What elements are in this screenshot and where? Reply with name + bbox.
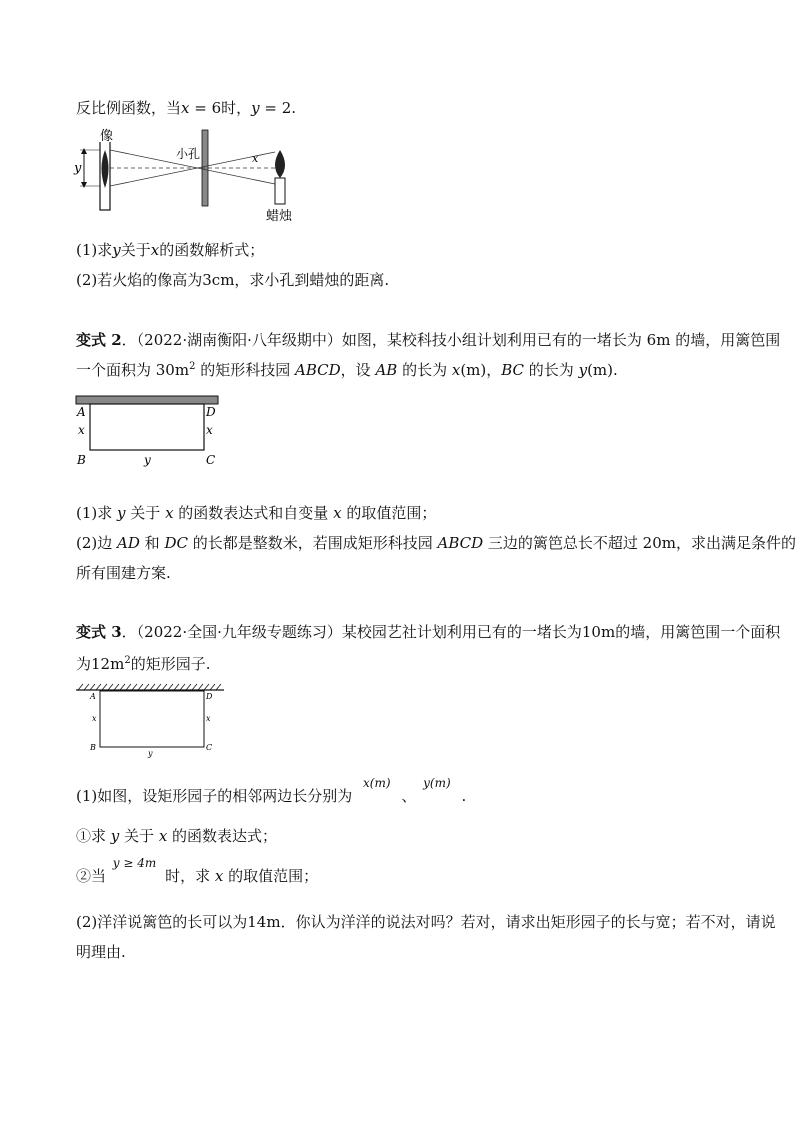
v3-heading-line: 变式 3．（2022·全国·九年级专题练习）某校园艺社计划利用已有的一堵长为10m的墙，用篱笆围一个面积 — [76, 623, 781, 641]
v3-part2: (2)洋洋说篱笆的长可以为14m．你认为洋洋的说法对吗？若对，请求出矩形园子的长与宽；若不对，请说 — [76, 913, 776, 931]
v2-heading-line: 变式 2．（2022·湖南衡阳·八年级期中）如图，某校科技小组计划利用已有的一堵长为 6m 的墙，用篱笆围 — [76, 331, 781, 349]
v2-part2: (2)边 AD 和 DC 的长都是整数米，若围成矩形科技园 ABCD 三边的篱笆总长不超过 20m，求出满足条件的 — [76, 534, 796, 552]
label-x-right: x — [206, 714, 211, 723]
label-B: B — [90, 743, 96, 752]
garden-rect — [90, 404, 204, 450]
v2-line2: 一个面积为 $30m^2$ 的矩形科技园 ABCD，设 AB 的长为 x(m)，BC 的长为 y(m). — [76, 361, 618, 379]
label-C: C — [206, 743, 213, 752]
v3-line2: 为$12m^2$的矩形园子. — [76, 655, 211, 673]
y-label: y — [74, 161, 82, 176]
candle-label: 蜡烛 — [266, 209, 293, 224]
label-x-left: x — [92, 714, 97, 723]
label-C: C — [206, 453, 216, 467]
v3-part2-cont: 明理由. — [76, 943, 126, 961]
hole-label: 小孔 — [176, 147, 201, 161]
wall-hatching — [78, 684, 221, 690]
label-y: y — [144, 453, 151, 467]
label-A: A — [77, 405, 86, 419]
label-B: B — [77, 453, 86, 467]
wall — [76, 396, 218, 404]
v3-sub2: ②当 $^{y \ge 4m}$ 时，求 x 的取值范围； — [76, 856, 319, 885]
x-label: x — [252, 152, 259, 165]
v2-rectangle-figure — [74, 394, 224, 474]
label-D: D — [206, 692, 213, 701]
garden-rect — [100, 691, 204, 747]
v3-rectangle-figure — [74, 682, 234, 758]
v2-part1: (1)求 y 关于 x 的函数表达式和自变量 x 的取值范围； — [76, 504, 437, 522]
v3-part1: (1)如图，设矩形园子的相邻两边长分别为 $^{x(m)}$ 、 $^{y(m)}$ . — [76, 776, 467, 805]
label-A: A — [90, 692, 96, 701]
label-D: D — [206, 405, 216, 419]
candle-flame — [275, 150, 285, 178]
label-x-left: x — [78, 423, 85, 437]
q1-part1: (1)求y关于x的函数解析式； — [76, 241, 265, 259]
v3-sub1: ①求 y 关于 x 的函数表达式； — [76, 827, 278, 845]
intro-line: 反比例函数，当x = 6时，y = 2. — [76, 99, 297, 117]
image-label: 像 — [100, 129, 114, 144]
pinhole-figure — [70, 128, 310, 228]
candle-body — [275, 178, 285, 204]
label-y: y — [148, 749, 153, 758]
label-x-right: x — [206, 423, 213, 437]
v2-part2-cont: 所有围建方案. — [76, 564, 171, 582]
q1-part2: (2)若火焰的像高为3cm，求小孔到蜡烛的距离. — [76, 271, 390, 289]
